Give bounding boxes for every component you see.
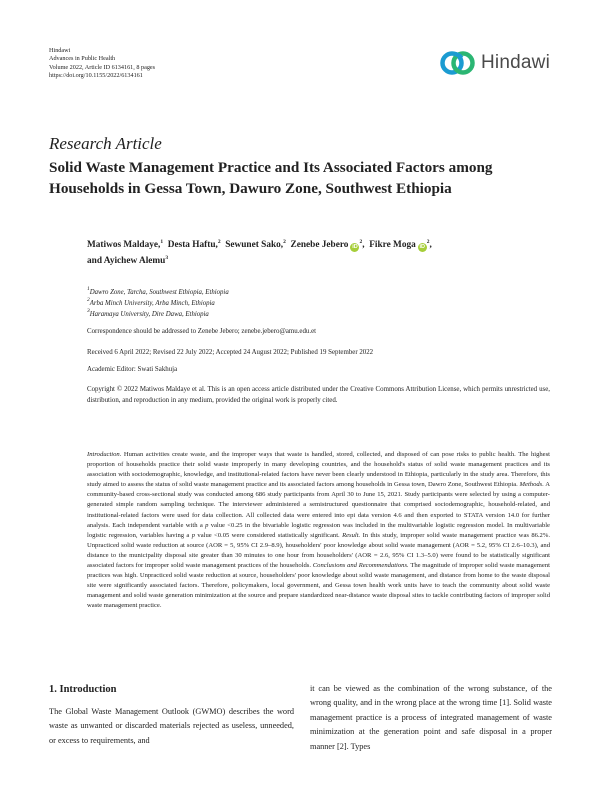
article-type: Research Article (49, 134, 162, 153)
journal-name: Advances in Public Health (49, 55, 116, 63)
orcid-icon[interactable]: iD (352, 244, 358, 250)
copyright-notice: Copyright © 2022 Matiwos Maldaye et al. This is an open access article distributed under the Creative Commons Attribution License, which permits unrestricted use, distribution, and reproduction in any medium, provided the original work is properly cited. (87, 386, 550, 404)
publisher-name: Hindawi (49, 47, 71, 54)
article-title: Solid Waste Management Practice and Its Associated Factors among Households in Gessa Town, Dawuro Zone, Southwest Ethiopia (49, 159, 493, 197)
academic-editor: Academic Editor: Swati Sakhuja (87, 366, 178, 373)
author[interactable]: Matiwos Maldaye,$^1$ (87, 239, 164, 250)
hindawi-rings-icon (440, 48, 476, 78)
article-dates: Received 6 April 2022; Revised 22 July 2022; Accepted 24 August 2022; Published 19 September 2022 (87, 349, 374, 356)
author-list (87, 238, 537, 269)
affiliations (87, 287, 229, 320)
correspondence: Correspondence should be addressed to Zenebe Jebero; zenebe.jebero@amu.edu.et (87, 328, 317, 335)
author[interactable]: Zenebe Jebero $iD^2$, (290, 239, 365, 250)
author[interactable]: Fikre Moga $iD^2$, (369, 239, 432, 250)
author[interactable]: Sewunet Sako,$^2$ (225, 239, 286, 250)
section-heading: 1. Introduction (49, 684, 117, 695)
author[interactable]: and Ayichew Alemu$^3$ (87, 254, 169, 266)
affiliation: $^3$Haramaya University, Dire Dawa, Ethiopia (87, 308, 209, 318)
intro-column-right: it can be viewed as the combination of the wrong substance, of the wrong quality, and in the wrong place at the wrong time [1]. Solid waste management practice is a process of integrated management of waste minimization at the generation point and safe disposal in a proper manner [2]. Types (310, 684, 552, 751)
volume-info: Volume 2022, Article ID 6134161, 8 pages (49, 63, 156, 71)
intro-column-left: The Global Waste Management Outlook (GWMO) describes the word waste as unwanted or discarded materials rejected as useless, unneeded, or excess to requirements, and (49, 707, 294, 745)
journal-header (49, 47, 155, 80)
logo-text: Hindawi (481, 52, 550, 73)
hindawi-logo[interactable] (440, 47, 555, 79)
orcid-icon[interactable]: iD (419, 244, 426, 250)
affiliation: $^1$Dawro Zone, Tarcha, Southwest Ethiopia, Ethiopia (87, 286, 229, 296)
abstract: Introduction. Human activities create waste, and the improper ways that waste is handled, stored, collected, and disposed of can pose risks to public health. The highest proportion of households practice their solid waste improperly in many developing countries, and the household's status of solid waste management practices and its association with sociodemographic, knowledge, and institutional-related factors have never been clearly understood in Ethiopia, particularly in the study area. Therefore, this study aimed to assess the status of solid waste management practice and its associated factors among households in Gessa town, Dawro Zone, Southwest Ethiopia. Methods. A community-based cross-sectional study was conducted among 686 study participants from April 30 to June 15, 2021. Study participants were selected by using a computer-generated simple random sampling technique. The interviewer administered a semistructured questionnaire that comprised sociodemographic, household-related, and institutional-related factors were used for data collection. All collected data were entered into epi data version 4.6 and then exported to STATA version 14.0 for further analysis. Each independent variable with a p value <0.25 in the bivariable logistic regression was included in the multivariable logistic regression model. In multivariable logistic regression, variables having a p value <0.05 were considered statistically significant. Result. In this study, improper solid waste management practice was 86.2%. Unpracticed solid waste reduction at source (AOR = 5, 95% CI 2.9–8.9), householders' poor knowledge about solid waste management (AOR = 5.2, 95% CI 2.6–10.3), and distance to the municipality disposal site greater than 30 minutes to one hour from householders' (AOR = 2.6, 95% CI 1.3–5.0) were found to be statistically significant associated factors for improper solid waste management practices of the households. Conclusions and Recommendations. The magnitude of improper solid waste management practices was high. Unpracticed solid waste reduction at source, householders' poor knowledge about solid waste management, and distance from home to the waste disposal site were significantly associated factors. Therefore, policymakers, local government, and Gessa town health work units have to teach the community about solid waste management and solid waste generation minimization at the source and prepare standardized near-distance waste disposal sites to tackle contributing factors of improper solid waste management practice. (87, 451, 551, 610)
doi-link[interactable]: https://doi.org/10.1155/2022/6134161 (49, 71, 143, 79)
author[interactable]: Desta Haftu,$^2$ (167, 239, 221, 250)
affiliation: $^2$Arba Minch University, Arba Minch, Ethiopia (87, 297, 215, 307)
